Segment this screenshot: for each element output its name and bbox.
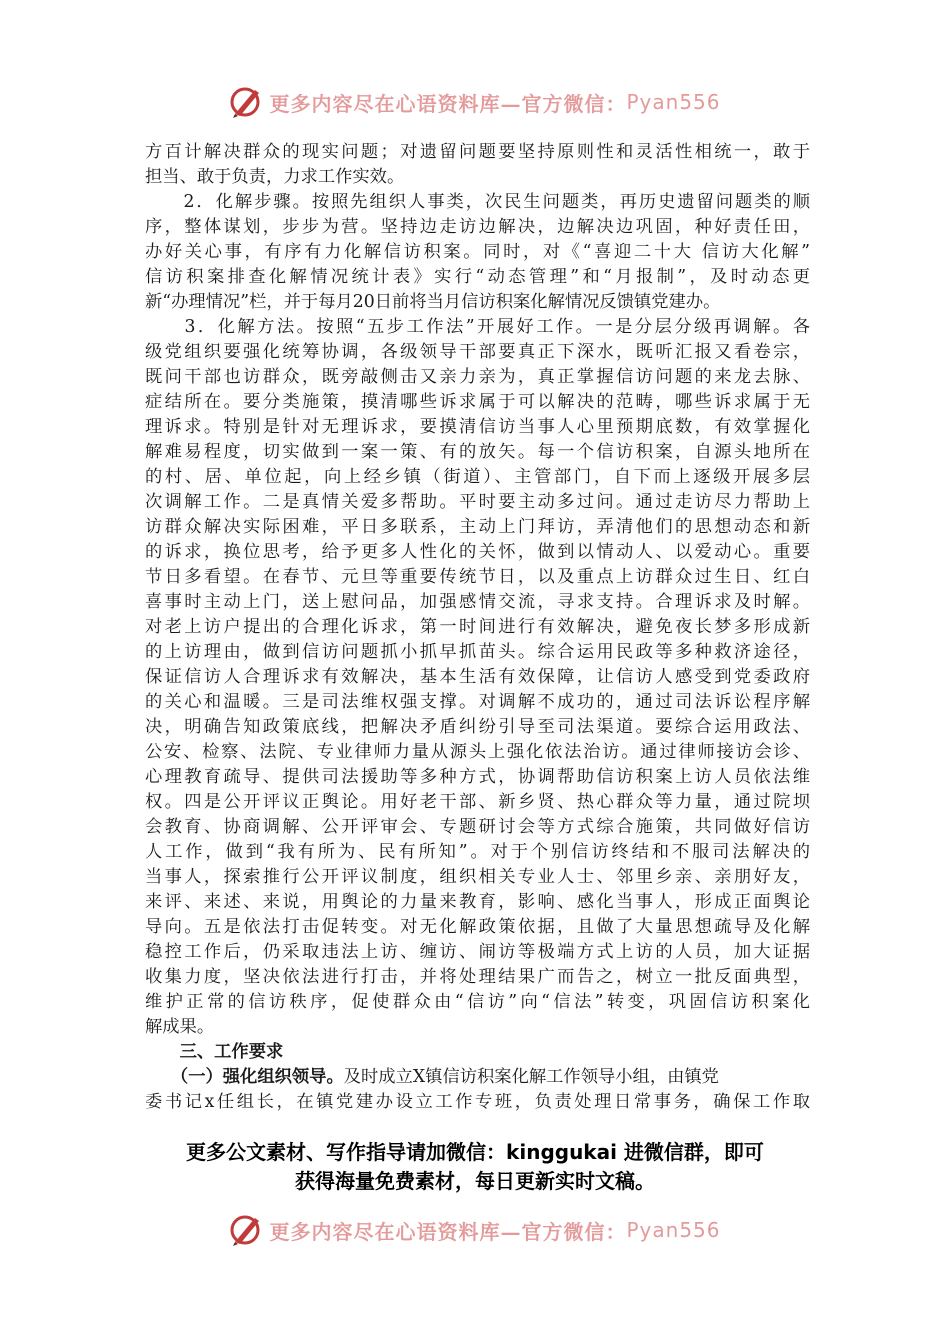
- body-line: 的关心和温暖。三是司法维权强支撑。对调解不成功的，通过司法诉讼程序解: [145, 692, 810, 712]
- body-line: 稳控工作后，仍采取违法上访、缠访、闹访等极端方式上访的人员，加大证据: [145, 942, 810, 962]
- subsection-title: （一）强化组织领导。: [145, 1067, 344, 1087]
- promo-line-2: 获得海量免费素材，每日更新实时文稿。: [295, 1169, 655, 1193]
- body-line: 公安、检察、法院、专业律师力量从源头上强化依法治访。通过律师接访会诊、: [145, 742, 810, 762]
- body-line: 3．化解方法。按照“五步工作法”开展好工作。一是分层分级再调解。各: [145, 317, 810, 337]
- watermark-text: 更多内容尽在心语资料库—官方微信：: [269, 1219, 627, 1244]
- body-line: 的诉求，换位思考，给予更多人性化的关怀，做到以情动人、以爱动心。重要: [145, 542, 810, 562]
- body-line: 维护正常的信访秩序，促使群众由“信访”向“信法”转变，巩固信访积案化: [145, 992, 810, 1012]
- watermark-header: [0, 82, 950, 122]
- body-line: 既问干部也访群众，既旁敲侧击又亲力亲为，真正掌握信访问题的来龙去脉、: [145, 367, 810, 387]
- body-line: 信访积案排查化解情况统计表》实行“动态管理”和“月报制”，及时动态更: [145, 267, 810, 287]
- watermark-wechat-id: Pyan556: [626, 1218, 721, 1242]
- body-line: 方百计解决群众的现实问题；对遗留问题要坚持原则性和灵活性相统一，敢于: [145, 142, 810, 162]
- body-line: 权。四是公开评议正舆论。用好老干部、新乡贤、热心群众等力量，通过院坝: [145, 792, 810, 812]
- body-line: 来评、来述、来说，用舆论的力量来教育，影响、感化当事人，形成正面舆论: [145, 892, 810, 912]
- body-line: 心理教育疏导、提供司法援助等多种方式，协调帮助信访积案上访人员依法维: [145, 767, 810, 787]
- body-line: 节日多看望。在春节、元旦等重要传统节日，以及重点上访群众过生日、红白: [145, 567, 810, 587]
- pen-logo-icon: [229, 84, 265, 120]
- body-line: 担当、敢于负责，力求工作实效。: [145, 167, 405, 187]
- section-heading: 三、工作要求: [145, 1042, 284, 1062]
- body-line: 导向。五是依法打击促转变。对无化解政策依据，且做了大量思想疏导及化解: [145, 917, 810, 937]
- body-line: 级党组织要强化统筹协调，各级领导干部要真正下深水，既听汇报又看卷宗，: [145, 342, 810, 362]
- body-line: 人工作，做到“我有所为、民有所知”。对于个别信访终结和不服司法解决的: [145, 842, 810, 862]
- body-line: 决，明确告知政策底线，把解决矛盾纠纷引导至司法渠道。要综合运用政法、: [145, 717, 810, 737]
- body-line: 2．化解步骤。按照先组织人事类，次民生问题类，再历史遗留问题类的顺: [145, 192, 810, 212]
- body-line: 次调解工作。二是真情关爱多帮助。平时要主动多过问。通过走访尽力帮助上: [145, 492, 810, 512]
- pen-logo-icon: [229, 1212, 265, 1248]
- body-line: 保证信访人合理诉求有效解决，基本生活有效保障，让信访人感受到党委政府: [145, 667, 810, 687]
- body-line: 委书记x任组长，在镇党建办设立工作专班，负责处理日常事务，确保工作取: [145, 1092, 810, 1112]
- body-line: 喜事时主动上门，送上慰问品，加强感情交流，寻求支持。合理诉求及时解。: [145, 592, 810, 612]
- subsection-line: [145, 1065, 810, 1090]
- body-line: 的村、居、单位起，向上经乡镇（街道）、主管部门，自下而上逐级开展多层: [145, 467, 810, 487]
- body-line: 会教育、协商调解、公开评审会、专题研讨会等方式综合施策，共同做好信访: [145, 817, 810, 837]
- body-line: 办好关心事，有序有力化解信访积案。同时，对《“喜迎二十大 信访大化解”: [145, 242, 810, 262]
- promo-banner: [0, 1138, 950, 1196]
- body-line: 当事人，探索推行公开评议制度，组织相关专业人士、邻里乡亲、亲朋好友，: [145, 867, 810, 887]
- body-line: 解难易程度，切实做到一案一策、有的放矢。每一个信访积案，自源头地所在: [145, 442, 810, 462]
- promo-line-1: 更多公文素材、写作指导请加微信：kinggukai 进微信群，即可: [186, 1140, 764, 1164]
- watermark-footer: [0, 1210, 950, 1250]
- body-line: 收集力度，坚决依法进行打击，并将处理结果广而告之，树立一批反面典型，: [145, 967, 810, 987]
- body-line: 访群众解决实际困难，平日多联系，主动上门拜访，弄清他们的思想动态和新: [145, 517, 810, 537]
- watermark-wechat-id: Pyan556: [626, 90, 721, 114]
- document-body: [145, 140, 810, 1115]
- body-line: 对老上访户提出的合理化诉求，第一时间进行有效解决，避免夜长梦多形成新: [145, 617, 810, 637]
- body-line: 解成果。: [145, 1017, 215, 1037]
- body-line: 症结所在。要分类施策，摸清哪些诉求属于可以解决的范畴，哪些诉求属于无: [145, 392, 810, 412]
- body-line: 理诉求。特别是针对无理诉求，要摸清信访当事人心里预期底数，有效掌握化: [145, 417, 810, 437]
- subsection-text: 及时成立X镇信访积案化解工作领导小组，由镇党: [343, 1067, 719, 1087]
- body-line: 序，整体谋划，步步为营。坚持边走访边解决，边解决边巩固，种好责任田，: [145, 217, 810, 237]
- body-line: 的上访理由，做到信访问题抓小抓早抓苗头。综合运用民政等多种救济途径，: [145, 642, 810, 662]
- watermark-text: 更多内容尽在心语资料库—官方微信：: [269, 91, 627, 116]
- body-line: 新“办理情况”栏，并于每月20日前将当月信访积案化解情况反馈镇党建办。: [145, 292, 721, 312]
